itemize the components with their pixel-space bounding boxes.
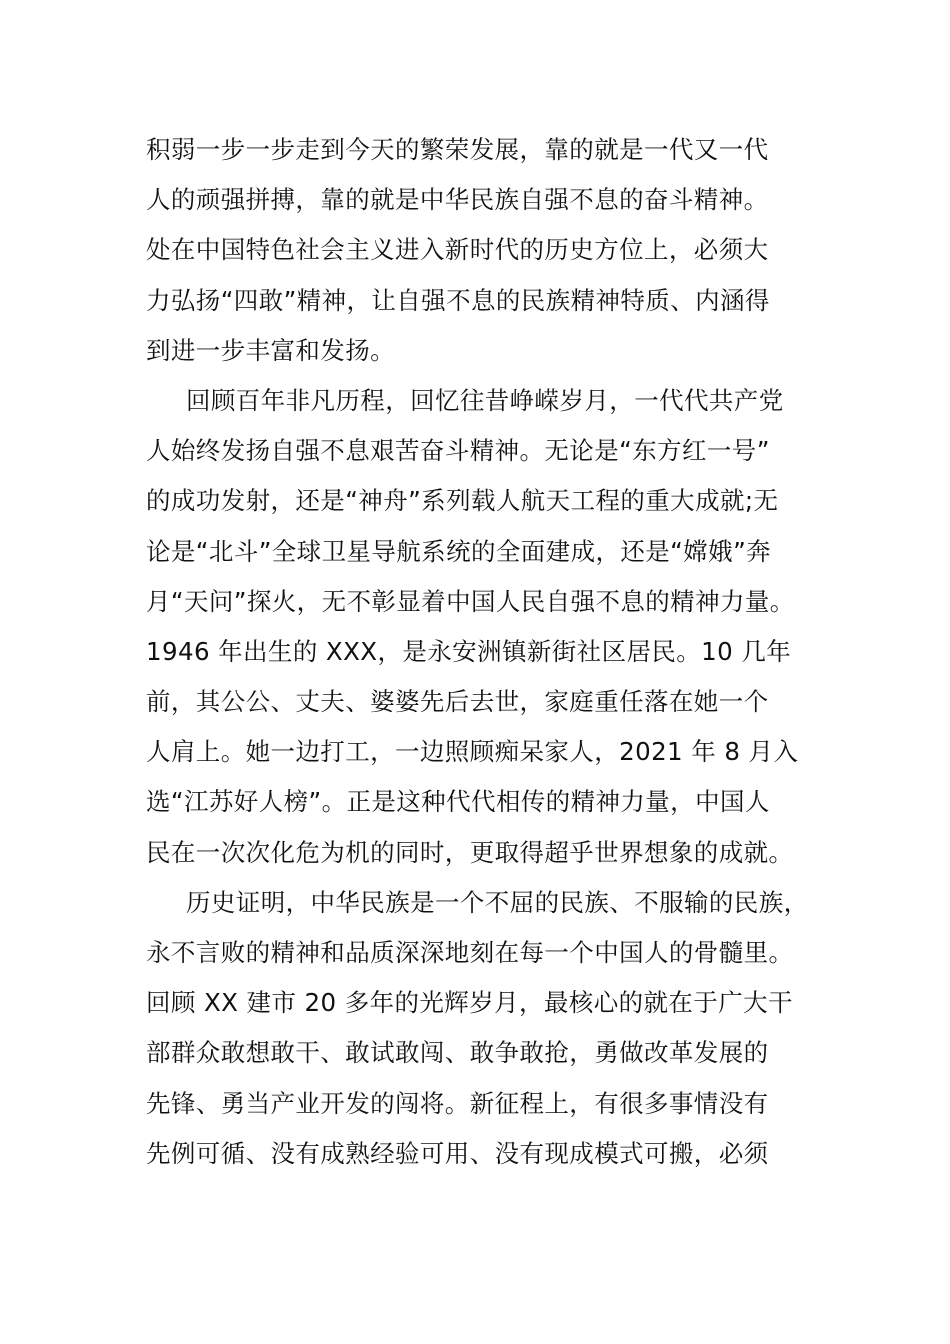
text-line: 的成功发射，还是“神舟”系列载人航天工程的重大成就;无	[146, 486, 779, 516]
text-line: 先锋、勇当产业开发的闯将。新征程上，有很多事情没有	[146, 1088, 769, 1118]
text-line: 先例可循、没有成熟经验可用、没有现成模式可搬，必须	[146, 1138, 769, 1168]
text-line: 部群众敢想敢干、敢试敢闯、敢争敢抢，勇做改革发展的	[146, 1038, 769, 1068]
text-line: 处在中国特色社会主义进入新时代的历史方位上，必须大	[146, 235, 769, 265]
text-line: 积弱一步一步走到今天的繁荣发展，靠的就是一代又一代	[146, 135, 769, 164]
text-line: 民在一次次化危为机的同时，更取得超乎世界想象的成就。	[146, 837, 794, 867]
paragraph-first-line: 回顾百年非凡历程，回忆往昔峥嵘岁月，一代代共产党	[186, 385, 784, 415]
text-line: 前，其公公、丈夫、婆婆先后去世，家庭重任落在她一个	[146, 687, 769, 717]
body-text	[146, 128, 826, 1182]
text-line: 1946 年出生的 XXX，是永安洲镇新街社区居民。10 几年	[146, 636, 792, 666]
paragraph-first-line: 历史证明，中华民族是一个不屈的民族、不服输的民族，	[186, 887, 809, 917]
text-line: 力弘扬“四敢”精神，让自强不息的民族精神特质、内涵得	[146, 285, 770, 315]
text-line: 人始终发扬自强不息艰苦奋斗精神。无论是“东方红一号”	[146, 436, 770, 466]
text-line: 到进一步丰富和发扬。	[146, 335, 395, 365]
text-line: 人的顽强拼搏，靠的就是中华民族自强不息的奋斗精神。	[146, 185, 769, 215]
text-line: 选“江苏好人榜”。正是这种代代相传的精神力量，中国人	[146, 787, 770, 817]
text-line: 回顾 XX 建市 20 多年的光辉岁月，最核心的就在于广大干	[146, 988, 793, 1018]
text-line: 月“天问”探火，无不彰显着中国人民自强不息的精神力量。	[146, 586, 795, 616]
text-line: 人肩上。她一边打工，一边照顾痴呆家人，2021 年 8 月入	[146, 737, 799, 767]
text-line: 永不言败的精神和品质深深地刻在每一个中国人的骨髓里。	[146, 938, 794, 967]
text-line: 论是“北斗”全球卫星导航系统的全面建成，还是“嫦娥”奔	[146, 536, 772, 566]
